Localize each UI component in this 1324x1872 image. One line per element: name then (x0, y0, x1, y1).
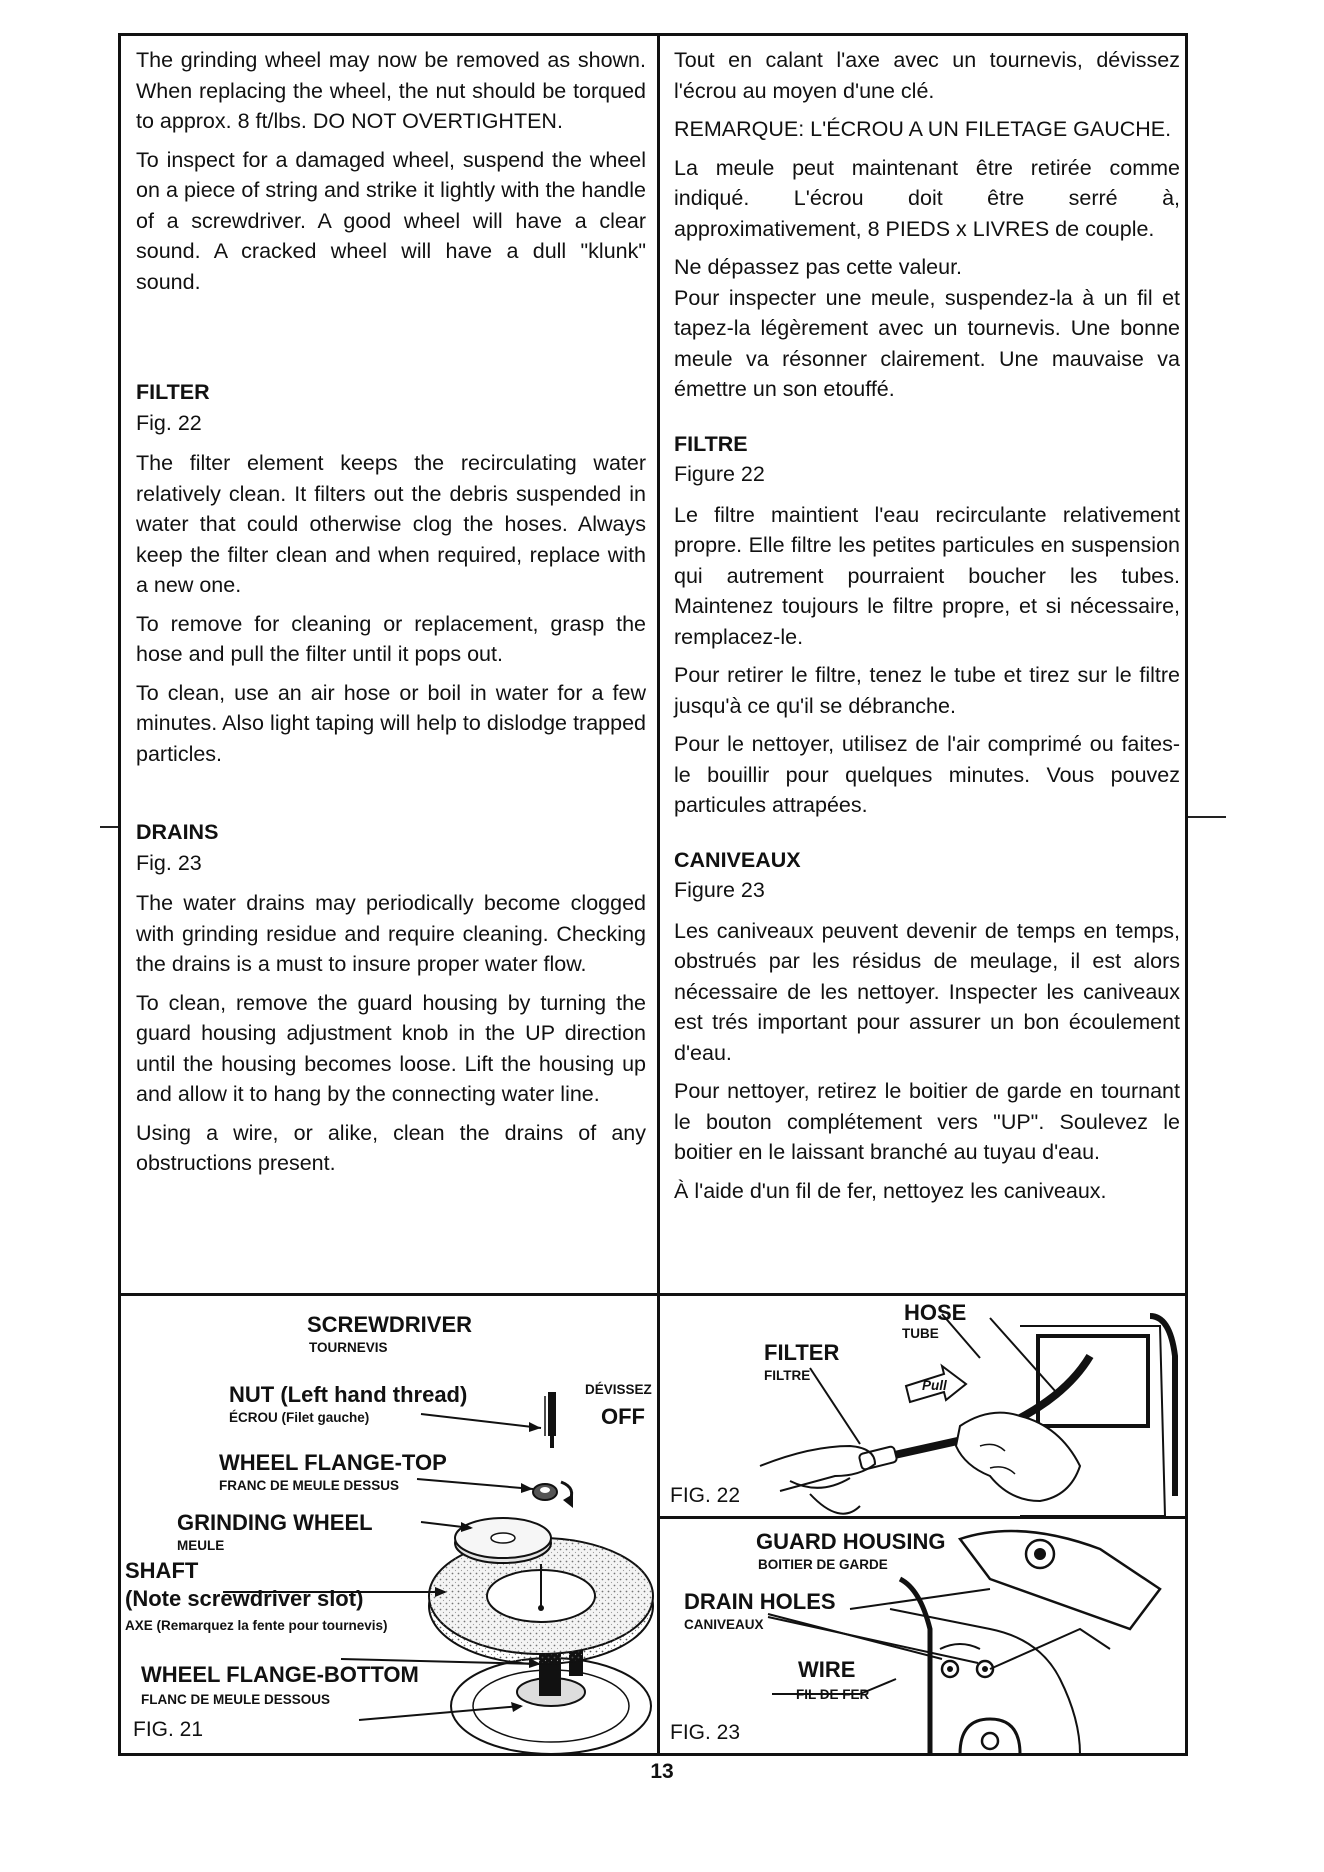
drains-paragraph-3: Using a wire, or alike, clean the drains of any obstructions present. (136, 1120, 646, 1175)
caniveaux-paragraph-1: Les caniveaux peuvent devenir de temps en temps, obstrués par les résidus de meulage, il est alors nécessaire de les nettoyer. Inspecter les caniveaux est trés important pour assurer un bon écoulement d'eau. (674, 918, 1180, 1065)
grinding-wheel-label: GRINDING WHEEL (177, 1510, 373, 1535)
filter-label: FILTER (764, 1340, 840, 1365)
caniveaux-paragraph-3: À l'aide d'un fil de fer, nettoyez les caniveaux. (674, 1178, 1107, 1203)
hose-label-fr: TUBE (902, 1326, 939, 1341)
screwdriver-label-fr: TOURNEVIS (309, 1340, 388, 1355)
figure-21-caption: FIG. 21 (133, 1718, 204, 1741)
filtre-paragraph-3: Pour le nettoyer, utilisez de l'air comprimé ou faites-le bouillir pour quelques minutes. Vous pouvez particules attrapées. (674, 732, 1180, 817)
wire-label: WIRE (798, 1657, 856, 1682)
drains-heading: DRAINS (136, 820, 219, 844)
filtre-heading: FILTRE (674, 431, 748, 456)
filtre-paragraph-1: Le filtre maintient l'eau recirculante relativement propre. Elle filtre les petites particules en suspension qui autrement pourraient boucher les tubes. Maintenez toujours le filtre propre, et si nécessaire, remplacez-le. (674, 502, 1180, 649)
flange-bottom-label-fr: FLANC DE MEULE DESSOUS (141, 1692, 331, 1707)
nut-label-fr: ÉCROU (Filet gauche) (229, 1410, 370, 1425)
grinding-wheel-label-fr: MEULE (177, 1538, 225, 1553)
shaft-note-label: (Note screwdriver slot) (125, 1586, 364, 1611)
flange-top-label-fr: FRANC DE MEULE DESSUS (219, 1478, 400, 1493)
filter-figure-ref: Fig. 22 (136, 410, 202, 435)
page-number: 13 (650, 1760, 674, 1783)
wire-label-fr: FIL DE FER (796, 1687, 870, 1702)
french-intro-paragraph-2: REMARQUE: L'ÉCROU A UN FILETAGE GAUCHE. (674, 117, 1172, 141)
filtre-paragraph-2: Pour retirer le filtre, tenez le tube et tirez sur le filtre jusqu'à ce qu'il se débranche. (674, 663, 1180, 718)
english-intro-paragraph-1: The grinding wheel may now be removed as shown. When replacing the wheel, the nut should be torqued to approx. 8 ft/lbs. DO NOT OVERTIGHTEN. (136, 48, 646, 133)
drain-holes-label-fr: CANIVEAUX (684, 1617, 764, 1632)
hose-label: HOSE (904, 1300, 967, 1325)
english-intro-paragraph-2: To inspect for a damaged wheel, suspend the wheel on a piece of string and strike it lightly with the handle of a screwdriver. A good wheel will have a clear sound. A cracked wheel will have a dull "klunk" sound. (136, 147, 646, 294)
nut-label: NUT (Left hand thread) (229, 1382, 468, 1407)
flange-top-label: WHEEL FLANGE-TOP (219, 1450, 447, 1475)
guard-housing-label-fr: BOITIER DE GARDE (758, 1557, 888, 1572)
figure-23 (660, 1519, 1185, 1754)
caniveaux-figure-ref: Figure 23 (674, 878, 765, 902)
shaft-label-fr: AXE (Remarquez la fente pour tournevis) (125, 1618, 388, 1633)
filter-paragraph-2: To remove for cleaning or replacement, grasp the hose and pull the filter until it pops out. (136, 611, 646, 666)
figure-23-caption: FIG. 23 (670, 1721, 741, 1744)
figure-22 (660, 1296, 1185, 1516)
french-intro-paragraph-1: Tout en calant l'axe avec un tournevis, dévissez l'écrou au moyen d'une clé. (674, 48, 1180, 103)
shaft-label: SHAFT (125, 1558, 199, 1583)
filter-label-fr: FILTRE (764, 1368, 811, 1383)
screwdriver-label: SCREWDRIVER (307, 1312, 473, 1337)
figure-22-caption: FIG. 22 (670, 1484, 741, 1507)
french-intro-paragraph-5: Pour inspecter une meule, suspendez-la à un fil et tapez-la légèrement avec un tournevis. Une bonne meule va résonner clairement. Une mauvaise va émettre un son etouffé. (674, 285, 1180, 401)
drains-figure-ref: Fig. 23 (136, 850, 202, 875)
pull-arrow-label: Pull (922, 1378, 947, 1393)
devissez-label: DÉVISSEZ (585, 1382, 652, 1397)
caniveaux-heading: CANIVEAUX (674, 847, 801, 872)
drain-holes-label: DRAIN HOLES (684, 1589, 836, 1614)
off-label: OFF (601, 1404, 645, 1429)
filtre-figure-ref: Figure 22 (674, 462, 765, 486)
filter-paragraph-1: The filter element keeps the recirculating water relatively clean. It filters out the debris suspended in water that could otherwise clog the hoses. Always keep the filter clean and when required, replace with a new one. (136, 451, 646, 597)
drains-paragraph-1: The water drains may periodically become clogged with grinding residue and require cleaning. Checking the drains is a must to insure proper water flow. (136, 891, 646, 976)
flange-bottom-label: WHEEL FLANGE-BOTTOM (141, 1662, 419, 1687)
french-intro-paragraph-4: Ne dépassez pas cette valeur. (674, 255, 963, 279)
english-column (136, 45, 646, 1187)
guard-housing-label: GUARD HOUSING (756, 1529, 946, 1554)
filter-heading: FILTER (136, 380, 210, 404)
filter-paragraph-3: To clean, use an air hose or boil in water for a few minutes. Also light taping will help to dislodge trapped particles. (136, 680, 646, 766)
drains-paragraph-2: To clean, remove the guard housing by turning the guard housing adjustment knob in the UP direction until the housing becomes loose. Lift the housing up and allow it to hang by the connecting water line. (136, 990, 646, 1106)
figure-21 (121, 1296, 657, 1754)
french-intro-paragraph-3: La meule peut maintenant être retirée comme indiqué. L'écrou doit être serré à, approximativement, 8 PIEDS x LIVRES de couple. (674, 155, 1180, 241)
caniveaux-paragraph-2: Pour nettoyer, retirez le boitier de garde en tournant le bouton complétement vers "UP". Soulevez le boitier en le laissant branché au tuyau d'eau. (674, 1079, 1180, 1164)
crop-mark-left (100, 826, 118, 828)
crop-mark-right (1188, 816, 1226, 818)
french-column (674, 45, 1180, 1214)
